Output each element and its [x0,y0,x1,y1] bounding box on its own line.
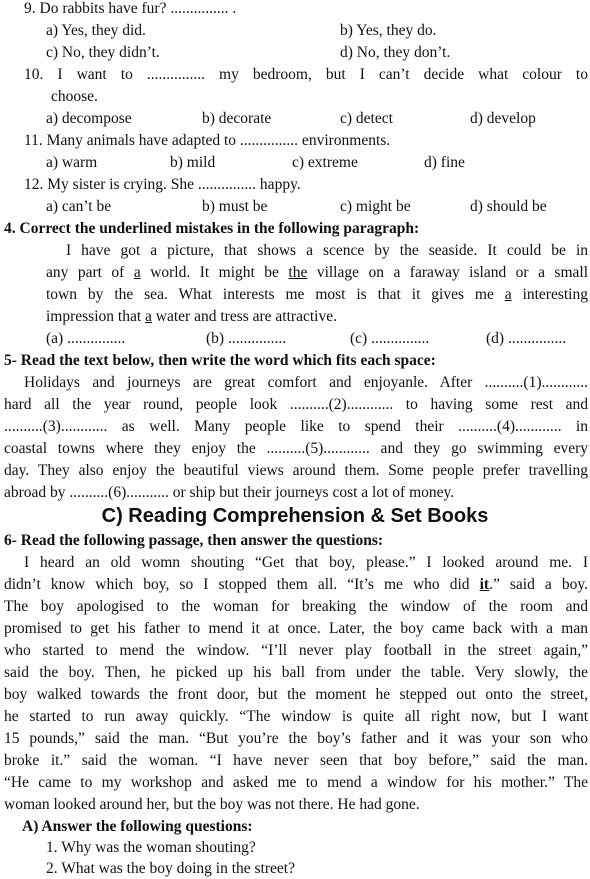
s6-line10-wrap [4,751,588,771]
q11-option-a: a) warm [46,154,98,171]
s4-line3-wrap [46,285,588,305]
s5-line4: coastal towns where they enjoy the ..........(5)............ and they go swimming every [4,440,588,457]
s6-line1-wrap [24,553,588,573]
s5-line1: Holidays and journeys are great comfort and enjoyanle. After ..........(1)............ [24,374,588,391]
q9-stem: 9. Do rabbits have fur? ............... . [24,0,237,17]
s4-answer-c: (c) ............... [350,330,430,347]
s6-line5-wrap [4,641,588,661]
s6-line7: boy walked towards the front door, but the moment he stepped out onto the street, [4,686,588,703]
q11-stem: 11. Many animals have adapted to ............... environments. [24,132,391,149]
s6-line11: “He came to my workshop and asked me to mend a window for his mother.” The [4,774,588,791]
s6-line3-wrap [4,597,588,617]
s4-l3-post: interesting [511,286,588,303]
q10-option-d: d) develop [470,110,536,127]
s6-line10: broke it.” said the woman. “I have never seen that boy before,” said the man. [4,752,588,769]
q12-option-a: a) can’t be [46,198,112,215]
s4-underlined-a3: a [145,308,152,325]
q12-option-b: b) must be [202,198,268,215]
s6-line9: 15 pounds,” said the man. “But you’re the boy’s father and it was your son who [4,730,588,747]
s6-l2-post: .” said a boy. [489,576,588,593]
s6-line8: he started to run away quickly. “The window is quite all right now, but I want [4,708,588,725]
q9-option-b: b) Yes, they do. [340,22,437,39]
q12-option-d: d) should be [470,198,547,215]
s4-line4 [46,307,337,327]
s5-line3: ..........(3)............ as well. Many people like to spend their ..........(4)............ in [4,418,588,435]
q10-option-c: c) detect [340,110,393,127]
s6-line1: I heard an old womn shouting “Get that boy, please.” I looked around me. I [24,554,588,571]
s4-underlined-the: the [288,264,308,281]
s4-answer-a: (a) ............... [46,330,126,347]
q10-stem-line1: 10. I want to ............... my bedroom, but I can’t decide what colour to [24,66,588,83]
q9-option-d: d) No, they don’t. [340,44,451,61]
q10-stem-line1-wrap [24,65,588,85]
s6-line8-wrap [4,707,588,727]
section4-heading: 4. Correct the underlined mistakes in the following paragraph: [4,220,420,237]
s4-answer-d: (d) ............... [486,330,567,347]
s4-line1: I have got a picture, that shows a scence by the seaside. It could be in [66,242,588,259]
s4-l2-pre: any part of [46,264,134,281]
q10-option-a: a) decompose [46,110,132,127]
s6-underlined-it: it [479,576,490,593]
s4-underlined-a2: a [504,286,512,303]
q12-option-c: c) might be [340,198,411,215]
s6-question-1: 1. Why was the woman shouting? [46,839,256,856]
s4-line1-wrap [66,241,588,261]
s4-line2-wrap [46,263,588,283]
s6-line3: The boy apologised to the woman for breaking the window of the room and [4,598,588,615]
s4-l3-pre: town by the sea. What interests me most is that it gives me [46,286,505,303]
s6-line4-wrap [4,619,588,639]
q10-stem-line2: choose. [51,88,98,105]
s5-line2-wrap [4,395,588,415]
s5-line5-wrap [4,461,588,481]
s6-line7-wrap [4,685,588,705]
s4-underlined-a1: a [133,264,141,281]
s5-line3-wrap [4,417,588,437]
section5-heading: 5- Read the text below, then write the word which fits each space: [4,352,436,369]
s5-line5: day. They also enjoy the beautiful views around them. Some people prefer travelling [4,462,588,479]
s6-line11-wrap [4,773,588,793]
s4-l2-post: village on a faraway island or a small [307,264,589,281]
s4-answer-b: (b) ............... [206,330,287,347]
s6-l2-pre: didn’t know which boy, so I stopped them all. “It’s me who did [4,576,480,593]
s4-l2-mid: world. It might be [140,264,289,281]
q10-option-b: b) decorate [202,110,272,127]
s4-line2 [46,263,588,283]
s6-line2 [4,575,588,595]
s6-subsection-a: A) Answer the following questions: [22,818,253,835]
s6-line6: said the boy. Then, he picked up his ball from under the table. Very slowly, the [4,664,588,681]
s6-line6-wrap [4,663,588,683]
s6-line2-wrap [4,575,588,595]
s4-line3 [46,285,588,305]
s4-l4-post: water and tress are attractive. [151,308,337,325]
s5-line6: abroad by ..........(6)........... or ship but their journeys cost a lot of money. [4,484,455,501]
q11-option-c: c) extreme [292,154,358,171]
s6-line9-wrap [4,729,588,749]
s5-line2: hard all the year round, people look ..........(2)............ to having some rest and [4,396,588,413]
q11-option-b: b) mild [170,154,216,171]
s6-line12: woman looked around her, but the boy was not there. He had gone. [4,796,420,813]
q11-option-d: d) fine [424,154,465,171]
s4-l4-pre: impression that [46,308,146,325]
s5-line1-wrap [24,373,588,393]
s6-line4: promised to get his father to mend it at once. Later, the boy came back with a man [4,620,588,637]
s6-line5: who started to mend the window. “I’ll never play football in the street again,” [4,642,588,659]
q9-option-c: c) No, they didn’t. [46,44,160,61]
section6-heading: 6- Read the following passage, then answer the questions: [4,532,384,549]
s6-question-2: 2. What was the boy doing in the street? [46,860,295,877]
q12-stem: 12. My sister is crying. She ............... happy. [24,176,301,193]
section-c-title: C) Reading Comprehension & Set Books [101,505,489,527]
q9-option-a: a) Yes, they did. [46,22,146,39]
s5-line4-wrap [4,439,588,459]
